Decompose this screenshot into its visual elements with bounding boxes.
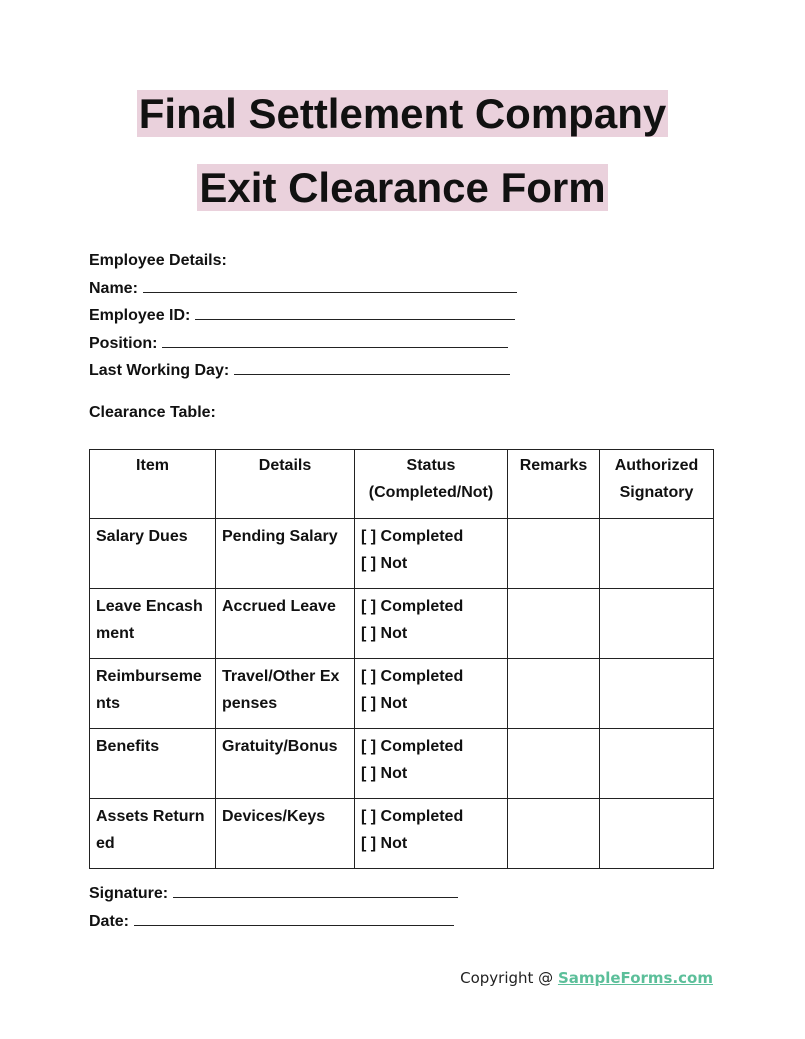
signatory-cell[interactable] <box>600 659 714 729</box>
site-link[interactable]: SampleForms.com <box>557 969 713 987</box>
status-completed-checkbox[interactable]: [ ] Completed <box>361 598 464 615</box>
item-cell: Leave Encashment <box>90 589 216 659</box>
table-row <box>90 729 714 799</box>
status-completed-checkbox[interactable]: [ ] Completed <box>361 738 464 755</box>
position-field <box>89 333 729 361</box>
table-row <box>90 519 714 589</box>
last-working-day-label: Last Working Day: <box>89 362 230 380</box>
remarks-cell[interactable] <box>508 519 600 589</box>
employee-id-field <box>89 305 729 333</box>
header-remarks: Remarks <box>508 450 600 519</box>
status-cell <box>355 519 508 589</box>
employee-id-label: Employee ID: <box>89 307 191 325</box>
clearance-table <box>89 449 714 869</box>
name-field <box>89 278 729 306</box>
status-not-checkbox[interactable]: [ ] Not <box>361 555 408 572</box>
item-cell: Salary Dues <box>90 519 216 589</box>
status-cell <box>355 589 508 659</box>
status-completed-checkbox[interactable]: [ ] Completed <box>361 528 464 545</box>
remarks-cell[interactable] <box>508 589 600 659</box>
remarks-cell[interactable] <box>508 799 600 869</box>
signatory-cell[interactable] <box>600 729 714 799</box>
status-not-checkbox[interactable]: [ ] Not <box>361 765 408 782</box>
item-cell: Assets Returned <box>90 799 216 869</box>
header-item: Item <box>90 450 216 519</box>
status-not-checkbox[interactable]: [ ] Not <box>361 695 408 712</box>
remarks-cell[interactable] <box>508 659 600 729</box>
table-row <box>90 799 714 869</box>
header-authorized-signatory: Authorized Signatory <box>600 450 714 519</box>
signature-blank[interactable] <box>173 885 458 898</box>
form-title-line2: Exit Clearance Form <box>199 164 606 211</box>
details-cell: Devices/Keys <box>216 799 355 869</box>
table-row <box>90 659 714 729</box>
signature-field <box>89 883 458 911</box>
last-working-day-blank[interactable] <box>234 362 510 375</box>
header-details: Details <box>216 450 355 519</box>
copyright-text: Copyright @ <box>460 969 558 987</box>
position-blank[interactable] <box>162 335 508 348</box>
status-not-checkbox[interactable]: [ ] Not <box>361 625 408 642</box>
details-cell: Pending Salary <box>216 519 355 589</box>
table-row <box>90 589 714 659</box>
status-completed-checkbox[interactable]: [ ] Completed <box>361 668 464 685</box>
employee-details-section <box>89 250 729 388</box>
status-cell <box>355 729 508 799</box>
details-cell: Travel/Other Expenses <box>216 659 355 729</box>
signature-label: Signature: <box>89 885 169 902</box>
signatory-cell[interactable] <box>600 799 714 869</box>
item-cell: Reimbursements <box>90 659 216 729</box>
name-label: Name: <box>89 279 138 297</box>
status-cell <box>355 799 508 869</box>
signoff-section <box>89 883 458 938</box>
remarks-cell[interactable] <box>508 729 600 799</box>
status-cell <box>355 659 508 729</box>
copyright-footer <box>460 969 713 987</box>
employee-details-heading: Employee Details: <box>89 252 227 269</box>
name-blank[interactable] <box>143 280 517 293</box>
table-header-row <box>90 450 714 519</box>
status-completed-checkbox[interactable]: [ ] Completed <box>361 808 464 825</box>
position-label: Position: <box>89 334 158 352</box>
signatory-cell[interactable] <box>600 589 714 659</box>
details-cell: Accrued Leave <box>216 589 355 659</box>
details-cell: Gratuity/Bonus <box>216 729 355 799</box>
item-cell: Benefits <box>90 729 216 799</box>
status-not-checkbox[interactable]: [ ] Not <box>361 835 408 852</box>
signatory-cell[interactable] <box>600 519 714 589</box>
clearance-table-heading: Clearance Table: <box>89 404 216 421</box>
employee-id-blank[interactable] <box>195 307 515 320</box>
date-blank[interactable] <box>134 913 454 926</box>
last-working-day-field <box>89 360 729 388</box>
header-status: Status (Completed/Not) <box>355 450 508 519</box>
date-field <box>89 911 458 939</box>
date-label: Date: <box>89 912 130 930</box>
form-title-line1: Final Settlement Company <box>138 90 667 137</box>
